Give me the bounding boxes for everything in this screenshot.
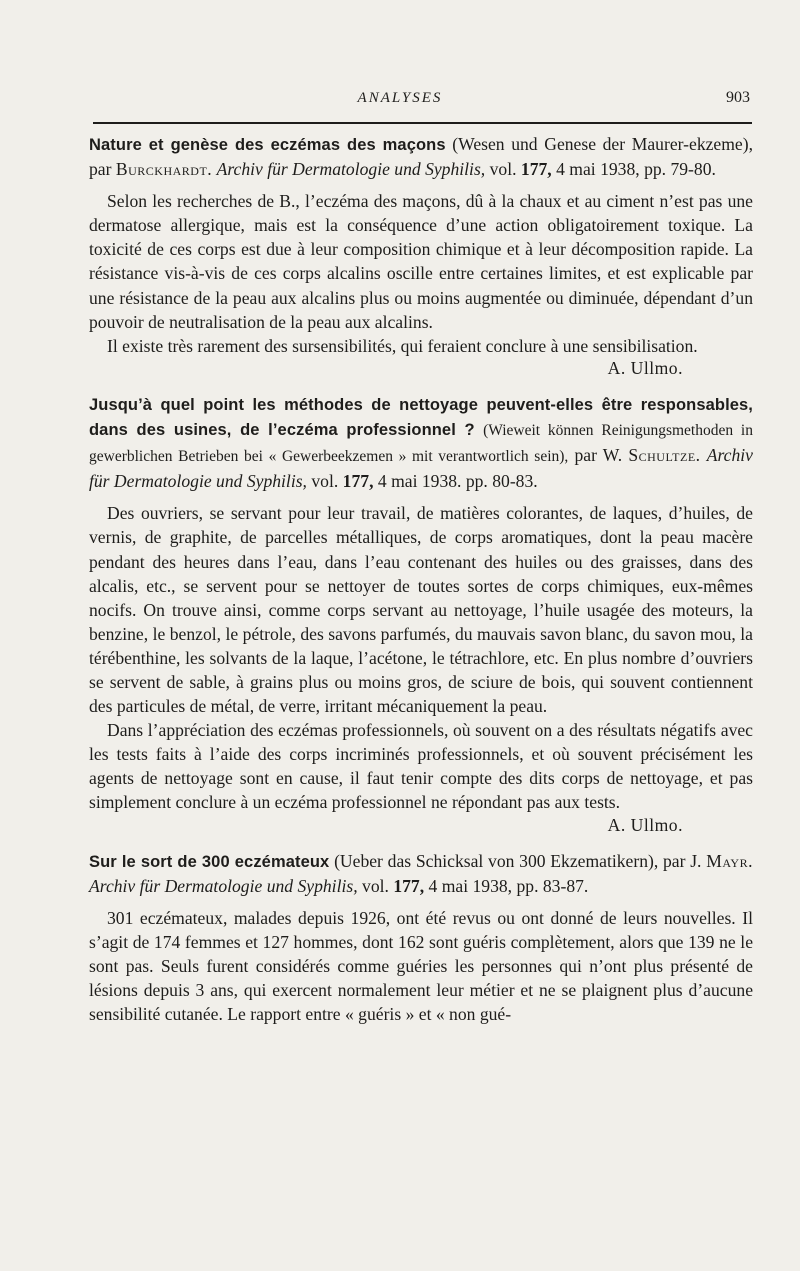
- author-name: Schultze.: [628, 445, 701, 466]
- by-label: par: [89, 159, 112, 180]
- paragraph: Il existe très rarement des sursensibilités, qui feraient conclure à une sensibilisation.: [107, 335, 698, 356]
- paragraph: 301 eczémateux, malades depuis 1926, ont été revus ou ont donné de leurs nouvelles. Il s’agit de 174 femmes et 127 hommes, dont 162 sont guéris complètement, alors que 139 ne le sont pas. Seuls furent considérés comme guéries les personnes qui n’ont plus présenté de lésions depuis 3 ans, qui exercent normalement leur métier et ne se plaignent plus d’aucune sensibilité cutanée. Le rapport entre « guéris » et « non gué-: [89, 907, 753, 1025]
- volume-number: 177,: [393, 875, 425, 896]
- review-heading: [89, 849, 753, 898]
- journal-name: Archiv für Dermatologie und Syphilis,: [216, 159, 486, 180]
- review-3: [89, 849, 753, 1027]
- citation-details: 4 mai 1938, pp. 83-87.: [428, 875, 589, 896]
- reviewer-signature: A. Ullmo.: [607, 357, 683, 378]
- author-name: Mayr.: [706, 850, 753, 871]
- reviewer-signature: A. Ullmo.: [607, 814, 683, 835]
- paragraph: Selon les recherches de B., l’eczéma des maçons, dû à la chaux et au ciment n’est pas une dermatose allergique, mais est la conséquence d’une action obligatoirement toxique. La toxicité de ces corps est due à leur composition chimique et à leur décomposition rapide. La résistance vis-à-vis de ces corps alcalins oscille entre certaines limites, et est explicable par une résistance de la peau aux alcalins plus ou moins augmentée ou diminuée, dépendant d’un pouvoir de neutralisation de la peau aux alcalins.: [89, 191, 753, 332]
- by-label: par W.: [574, 445, 623, 466]
- review-headline: Nature et genèse des eczémas des maçons: [89, 136, 446, 154]
- citation-details: 4 mai 1938, pp. 79-80.: [556, 159, 716, 180]
- author-name: Burckhardt.: [115, 159, 213, 180]
- review-2: [89, 392, 753, 837]
- citation-details: 4 mai 1938. pp. 80-83.: [377, 471, 538, 492]
- review-heading: [89, 392, 753, 493]
- review-heading: [89, 132, 753, 181]
- volume-label: vol.: [489, 159, 517, 180]
- volume-number: 177,: [520, 159, 552, 180]
- review-1: [89, 132, 753, 380]
- review-headline: Sur le sort de 300 eczémateux: [89, 852, 330, 871]
- journal-name: Archiv für Dermatologie und Syphilis,: [89, 875, 358, 896]
- volume-label: vol.: [362, 875, 389, 896]
- header-rule: [93, 122, 752, 124]
- paragraph: Des ouvriers, se servant pour leur travail, de matières colorantes, de laques, d’huiles, de vernis, de graphite, de parcelles métalliques, de corps aromatiques, dont la peau macère pendant des heures dans l’eau, dans l’eau contenant des huiles ou des graisses, dans des alcalis, etc., se servent pour se nettoyer de toutes sortes de corps chimiques, eux-mêmes nocifs. On trouve ainsi, comme corps servant au nettoyage, l’huile usagée des moteurs, la benzine, le benzol, le pétrole, des savons parfumés, du mauvais savon blanc, du savon mou, la térébenthine, les solvants de la laque, l’acétone, le tétrachlore, etc. En plus nombre d’ouvriers se servent de sable, à grains plus ou moins gros, de sciure de bois, qui souvent contiennent des particules de métal, de verre, irritant mécaniquement la peau.: [89, 503, 753, 717]
- journal-name: Archiv für Dermatologie und Syphilis,: [89, 445, 753, 492]
- review-headline: Jusqu’à quel point les méthodes de nettoyage peuvent-elles être responsables, dans des usines, de l’eczéma professionnel ?: [89, 395, 753, 440]
- running-title: ANALYSES: [357, 90, 443, 106]
- page-body: [89, 132, 753, 1038]
- by-label: par J.: [663, 850, 702, 871]
- paragraph: Dans l’appréciation des eczémas professionnels, où souvent on a des résultats négatifs avec les tests faits à l’aide des corps incriminés professionnels, et où souvent précisément les agents de nettoyage sont en cause, il faut tenir compte des dits corps de nettoyage, et pas simplement conclure à un eczéma professionnel ne répondant pas aux tests.: [89, 720, 753, 813]
- page-number: 903: [726, 89, 750, 106]
- original-title: (Wieweit können Reinigungsmethoden in gewerblichen Betrieben bei « Gewerbeekzemen » mit verantwortlich sein),: [89, 422, 753, 466]
- volume-number: 177,: [342, 471, 374, 492]
- volume-label: vol.: [311, 471, 339, 492]
- original-title: (Ueber das Schicksal von 300 Ekzematikern),: [334, 850, 659, 871]
- original-title: (Wesen und Genese der Maurer-ekzeme),: [452, 134, 753, 154]
